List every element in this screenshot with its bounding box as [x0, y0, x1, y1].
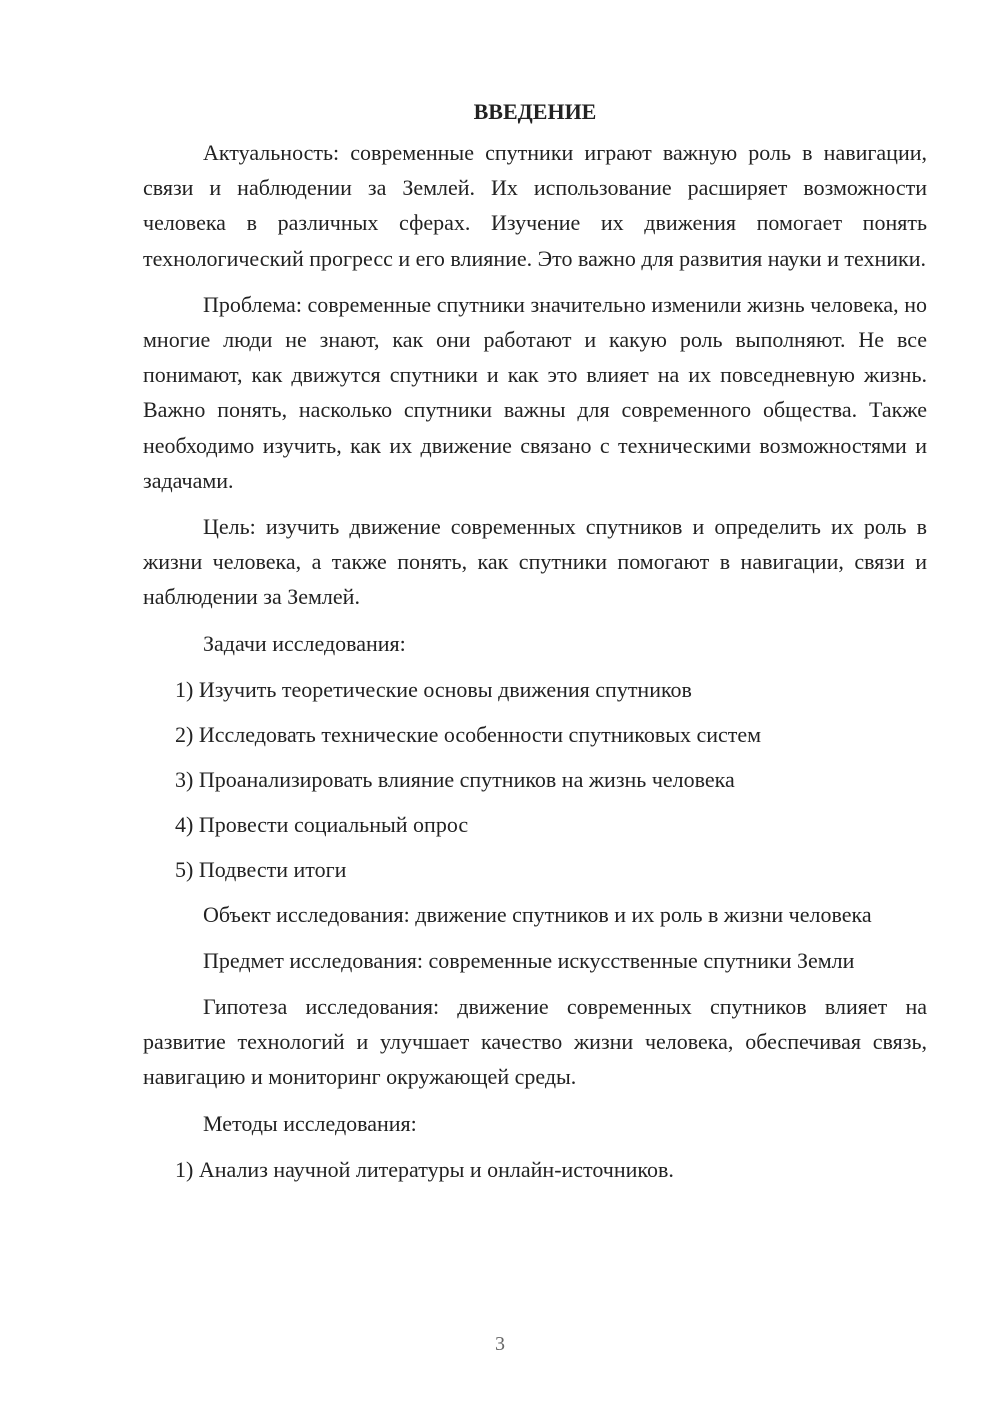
- task-item: 4) Провести социальный опрос: [175, 811, 469, 837]
- hypothesis-paragraph: Гипотеза исследования: движение современных спутников влияет на развитие технологий и улучшает качество жизни человека, обеспечивая связь, навигацию и мониторинг окружающей среды.: [143, 994, 927, 1090]
- task-item: 1) Изучить теоретические основы движения спутников: [175, 676, 692, 702]
- problem-paragraph: Проблема: современные спутники значительно изменили жизнь человека, но многие люди не знают, как они работают и какую роль выполняют. Не все понимают, как движутся спутники и как это влияет на их повседневную жизнь. Важно понять, насколько спутники важны для современного общества. Также необходимо изучить, как их движение связано с техническими возможностями и задачами.: [143, 291, 927, 493]
- goal-paragraph: Цель: изучить движение современных спутников и определить их роль в жизни человека, а также понять, как спутники помогают в навигации, связи и наблюдении за Землей.: [143, 514, 927, 610]
- page-number: 3: [495, 1333, 505, 1355]
- tasks-heading: Задачи исследования:: [203, 630, 406, 656]
- tasks-list: [143, 672, 927, 887]
- task-item: 2) Исследовать технические особенности спутниковых систем: [175, 721, 762, 747]
- task-item: 3) Проанализировать влияние спутников на жизнь человека: [175, 766, 735, 792]
- document-page: [143, 94, 927, 1197]
- task-item: 5) Подвести итоги: [175, 856, 347, 882]
- methods-heading: Методы исследования:: [203, 1110, 417, 1136]
- page-title: ВВЕДЕНИЕ: [473, 99, 597, 124]
- subject-paragraph: Предмет исследования: современные искусственные спутники Земли: [203, 947, 855, 973]
- object-paragraph: Объект исследования: движение спутников и их роль в жизни человека: [203, 901, 872, 927]
- relevance-paragraph: Актуальность: современные спутники играют важную роль в навигации, связи и наблюдении за Землей. Их использование расширяет возможности человека в различных сферах. Изучение их движения помогает понять технологический прогресс и его влияние. Это важно для развития науки и техники.: [143, 140, 927, 271]
- methods-list: [143, 1152, 927, 1187]
- method-item: 1) Анализ научной литературы и онлайн-источников.: [175, 1156, 674, 1182]
